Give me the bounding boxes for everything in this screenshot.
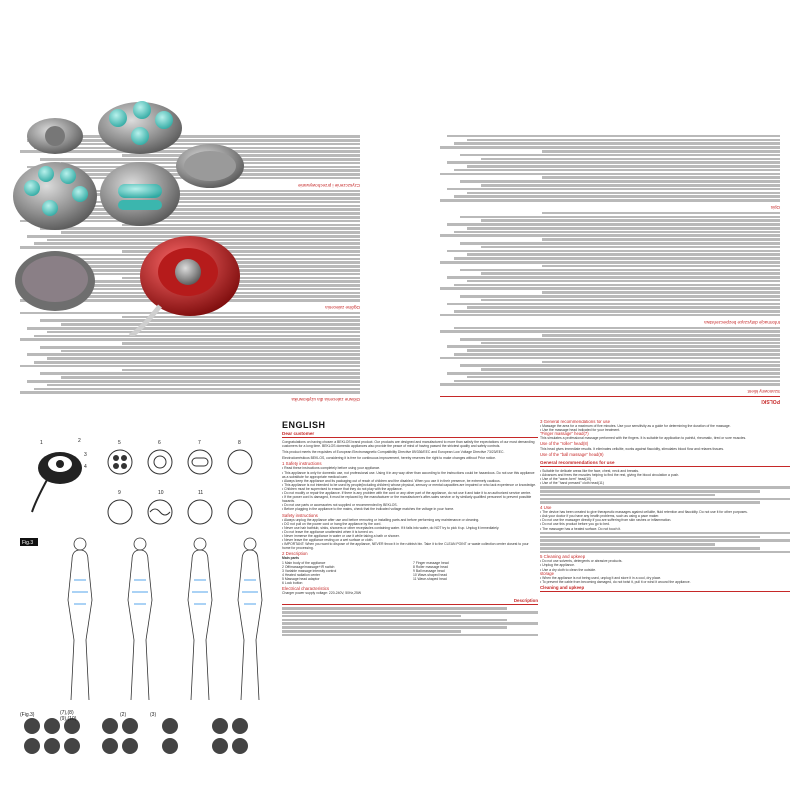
text-line	[440, 261, 780, 264]
list-item: • Do not use parts or accessories not supplied or recommended by BEKLOS.	[282, 503, 398, 508]
cleaning-footer: Cleaning and upkeep	[540, 584, 790, 592]
text-line	[440, 146, 780, 149]
text-line	[481, 299, 780, 302]
intro-paragraph-3: Electrodomésticos BEKLOS, considering it is free for continuous improvement, hereby reserves the right to make changes without Prior notice.	[282, 456, 496, 461]
fig-code-5: (3)	[150, 712, 157, 718]
list-item: • If the power cord is damaged, it must be replaced by the manufacturer or the manufacturer's after-sales service or by similarly qualified personnel to prevent possible hazards.	[282, 495, 532, 504]
safety-heading: 1 Safety instructions	[282, 461, 322, 467]
intro-paragraph: Congratulations on having chosen a BEKLOS brand product. Our products are designed and manufactured to more than satisfy the expectations of our most demanding customers for a long time. BEKLOS domestic appliances also provide the peace of mind of having passed the strictest quality and safety controls.	[282, 440, 535, 449]
fig3-label: Fig.3	[22, 540, 34, 546]
text-line	[481, 158, 780, 161]
flat-head	[15, 251, 95, 311]
list-item: • Use of the "hand pressed" cloth head(11)	[540, 481, 604, 486]
text-line	[542, 176, 780, 179]
list-item: • Do not use solvents, detergents or abrasive products.	[540, 559, 623, 564]
text-line	[447, 223, 780, 226]
description-footer: Description	[282, 597, 538, 605]
english-title: ENGLISH	[282, 420, 326, 430]
text-line	[467, 139, 780, 142]
fig-code-3: (9),(10)	[60, 716, 77, 722]
use-heading: 3 General recommendations for use	[540, 420, 611, 424]
main-parts-heading: Main parts	[282, 556, 299, 561]
text-line	[447, 135, 780, 138]
text-line	[440, 383, 780, 386]
text-line	[460, 154, 780, 157]
list-item: 9 Ball massage head	[413, 568, 445, 573]
list-item: • Use a dry cloth to clean the outside.	[540, 567, 597, 572]
text-line	[447, 346, 780, 349]
polish-text-lines	[440, 135, 780, 202]
roller-massage-head	[13, 162, 97, 230]
finger-text: This simulates a professional massage performed with the fingers. It is suitable for application to painful, rheumatic, tired or sore muscles.	[540, 436, 747, 441]
intro-paragraph-2: This product meets the requisites of European Electromagnetic Compatibility Directive 89/336/EEC and European Low Voltage Directive 73/23/EEC.	[282, 450, 505, 455]
fig-label-2: 2	[78, 438, 81, 444]
text-line	[454, 195, 780, 198]
text-line	[454, 310, 780, 313]
list-item: • Do not use the massager directly if you are suffering from skin rashes or inflammation.	[540, 518, 672, 523]
fig-label-10: 10	[158, 490, 164, 496]
text-line	[61, 350, 360, 353]
text-line	[440, 173, 780, 176]
ball-massage-head	[27, 118, 83, 154]
list-item: • Use of the "wave-form" head(10)	[540, 476, 592, 481]
finger-massage-head	[98, 101, 182, 154]
list-item: • The device has been created to give therapeutic massages against cellulite, fluid retention and flaccidity. Do not use it for other purposes.	[540, 510, 748, 515]
figures-page	[20, 420, 282, 760]
roller-text: This head gives immediate results. It eliminates cellulite, works against flaccidity, stimulates blood flow and relaxes tissues.	[540, 446, 725, 451]
list-item: 8 Roller massage head	[413, 564, 448, 569]
text-line	[27, 354, 360, 357]
list-item: • Do not modify or repair the appliance. If there is any problem with the cord or any other part of the appliance, do not use it and take it to an authorized service centre.	[282, 491, 532, 496]
use-section-heading: 4 Use	[540, 505, 552, 511]
list-item: • Never leave the appliance resting on a wet surface or cloth.	[282, 538, 374, 543]
polish-heading-2: Informacje dotyczące bezpieczeństwa	[704, 319, 780, 325]
parts-list	[282, 561, 538, 586]
polish-heading-5: Ogólne zalecenia	[325, 304, 360, 310]
list-item: • When the appliance is not being used, unplug it and store it in a cool, dry place.	[540, 575, 662, 580]
list-item: • This appliance is not intended to be used by people(including children) whose physical, sensory or mental capacities are impaired or who lack experience or knowledge.	[282, 482, 537, 487]
fig-label-4: 4	[84, 464, 87, 470]
fig-label-8: 8	[238, 440, 241, 446]
fig-label-11: 11	[198, 490, 204, 496]
dear-customer-heading: Dear customer	[282, 430, 538, 438]
fig-label-1: 1	[40, 440, 43, 446]
polish-heading-6: Czyszczenie i przechowywanie	[297, 182, 360, 188]
text-line	[447, 276, 780, 279]
list-item: • Unplug the appliance.	[540, 563, 575, 568]
text-line	[460, 242, 780, 245]
polish-heading-3: Opis	[770, 204, 780, 210]
text-line	[467, 253, 780, 256]
polish-text-lines	[440, 327, 780, 386]
text-line	[481, 184, 780, 187]
safety-list	[282, 466, 538, 511]
text-line	[20, 391, 360, 394]
text-line	[447, 250, 780, 253]
text-line	[34, 361, 360, 364]
list-item: 10 Wave-shaped head	[413, 572, 447, 577]
text-line	[61, 376, 360, 379]
text-line	[454, 380, 780, 383]
text-line	[447, 188, 780, 191]
text-line	[481, 272, 780, 275]
fig-code-1: (Fig.3)	[20, 712, 35, 718]
description-heading: 2 Description	[282, 551, 308, 557]
list-item: • The massager has a heated surface. Do not touch it.	[540, 526, 622, 531]
text-line	[440, 330, 780, 333]
text-line	[460, 338, 780, 341]
list-item: 1 Main body of the appliance	[282, 560, 326, 565]
fig-label-9: 9	[118, 490, 121, 496]
figures-illustrations	[20, 420, 282, 760]
text-line	[467, 349, 780, 352]
list-item: 2 Off/massage/massage+IR switch	[282, 564, 335, 569]
text-line	[460, 269, 780, 272]
text-line	[454, 327, 780, 330]
fig3-body-diagrams	[20, 538, 262, 700]
list-item: 6 Lock button	[282, 581, 303, 585]
fig-label-5: 5	[118, 440, 121, 446]
text-line	[47, 384, 360, 387]
list-item: • Read these instructions completely before using your appliance.	[282, 466, 381, 471]
ball-heading: Use of the "ball massage" head(9)	[540, 451, 604, 457]
list-item: • Always unplug the appliance after use and before removing or installing parts and before performing any maintenance or cleaning.	[282, 517, 480, 522]
list-item: • DO not pull on the power cord or hang the appliance by the cord.	[282, 521, 382, 526]
text-line	[542, 150, 780, 153]
text-line	[467, 376, 780, 379]
fig-code-4: (2)	[120, 712, 127, 718]
text-line	[454, 257, 780, 260]
text-line	[467, 227, 780, 230]
list-item: • IMPORTANT: When you want to dispose of the appliance, NEVER throw it in the rubbish bin. Take it to the CLEAN POINT or waste collection center closest to your home for processing.	[282, 542, 529, 551]
massager-product-photo	[10, 96, 245, 336]
text-line	[440, 314, 780, 317]
roller-heading: Use of the "roller" head(8)	[540, 441, 589, 447]
text-line	[542, 212, 780, 215]
polish-text-lines	[440, 212, 780, 317]
general-list	[540, 469, 790, 485]
fig-label-7: 7	[198, 440, 201, 446]
text-line	[47, 357, 360, 360]
storage-list	[540, 576, 790, 584]
text-line	[467, 165, 780, 168]
list-item: • Always keep the appliance and its packaging out of reach of children and the disabled. When you use it in their presence, be extremely cautious.	[282, 478, 501, 483]
electrical-value: Charger power supply voltage: 220-240V, 50Hz,25W	[282, 591, 362, 596]
cleaning-heading: 5 Cleaning and upkeep	[540, 554, 586, 560]
text-line	[440, 199, 780, 202]
polish-heading-4: Główne zalecenia dla użytkownika	[291, 397, 360, 402]
text-line	[447, 372, 780, 375]
safety-info-heading: Safety instructions	[282, 512, 318, 518]
text-line	[542, 238, 780, 241]
text-line	[481, 246, 780, 249]
storage-heading: storage	[540, 570, 554, 576]
appliance-diagram	[32, 438, 87, 512]
text-line	[20, 365, 360, 368]
text-line	[481, 368, 780, 371]
text-line	[467, 192, 780, 195]
list-item: • Do not leave the appliance unattended when it is turned on.	[282, 529, 374, 534]
text-line	[447, 161, 780, 164]
text-line	[481, 219, 780, 222]
massage-heads-row	[108, 440, 252, 474]
list-item: • Do not use this product before you go to bed.	[540, 522, 610, 527]
english-column-right	[540, 420, 790, 800]
wave-shaped-head	[100, 162, 180, 226]
text-line	[122, 369, 360, 372]
english-column-left	[282, 420, 538, 800]
finger-heading: "Finger massage" head(7)	[540, 431, 589, 437]
list-item: • Children must be supervised to ensure that they do not play with the appliance.	[282, 486, 403, 491]
fig-label-6: 6	[158, 440, 161, 446]
text-line	[542, 334, 780, 337]
text-line	[27, 380, 360, 383]
list-item: • Never use hair bathtub, sinks, showers or other receptacles containing water. If it falls into water, do NOT try to pick it up. Unplug it immediately.	[282, 525, 500, 530]
text-line	[440, 287, 780, 290]
list-item: • This appliance is only for domestic use, not professional use. Using it in any way other than according to the instructions could be hazardous. Do not use this appliance as a substitute for appropriate medical care.	[282, 470, 535, 479]
list-item: • Advances and frees the muscles helping to find the rest, giving the blood circulation a push.	[540, 472, 680, 477]
list-item: • Never immerse the appliance in water or use it while taking a bath or shower.	[282, 533, 400, 538]
text-line	[40, 372, 360, 375]
list-item: 4 Heated radiation center	[282, 572, 321, 577]
text-line	[447, 303, 780, 306]
cleaning-list	[540, 559, 790, 571]
text-line	[542, 265, 780, 268]
list-item: 11 Wave-shaped head	[413, 576, 447, 581]
electrical-heading: Electrical characteristics	[282, 586, 330, 592]
text-line	[467, 306, 780, 309]
polish-language-label: POLSKI	[440, 396, 780, 404]
text-line	[467, 280, 780, 283]
list-item: • Use the massage head indicated for your treatment.	[540, 428, 621, 433]
list-item: • Ask your doctor if you have any health problems, such as using a pace maker.	[540, 514, 660, 519]
text-line	[460, 364, 780, 367]
text-line	[440, 235, 780, 238]
polish-text-left	[440, 9, 780, 404]
general-heading: General recommendations for use	[540, 459, 790, 467]
use-steps-list	[540, 510, 790, 530]
text-line	[454, 231, 780, 234]
list-item: 7 Finger massage head	[413, 560, 449, 565]
list-item: • Suitable for delicate areas like the face, chest, neck and breasts.	[540, 468, 640, 473]
text-line	[454, 353, 780, 356]
polish-heading-1: Szanowny klient	[747, 389, 780, 394]
safety-info-list	[282, 518, 538, 551]
fig-label-3: 3	[84, 452, 87, 458]
massage-heads-row-2	[108, 490, 252, 524]
text-line	[454, 284, 780, 287]
list-item: • To prevent the cable from becoming damaged, do not twist it, pull it or wind it around the appliance.	[540, 579, 691, 584]
text-line	[481, 342, 780, 345]
text-line	[40, 346, 360, 349]
text-line	[440, 357, 780, 360]
text-line	[460, 216, 780, 219]
text-line	[122, 342, 360, 345]
fig-code-2: (7),(8)	[60, 710, 74, 716]
list-item: • Massage the area for a maximum of five minutes. Use your sensitivity as a guide for determining the duration of the massage.	[540, 424, 731, 429]
list-item: • Before plugging in the appliance to the mains, check that the indicated voltage matches the voltage in your home.	[282, 507, 455, 512]
list-item: 3 Variable massage intensity control	[282, 568, 337, 573]
massager-main-body	[130, 236, 240, 336]
text-line	[460, 295, 780, 298]
text-line	[454, 169, 780, 172]
list-item: 5 Massage head adaptor	[282, 576, 320, 581]
text-line	[34, 388, 360, 391]
bottom-heads-grid	[24, 718, 248, 754]
cloth-head	[176, 144, 244, 188]
text-line	[20, 338, 360, 341]
text-line	[542, 291, 780, 294]
text-line	[460, 180, 780, 183]
text-line	[542, 361, 780, 364]
text-line	[454, 142, 780, 145]
